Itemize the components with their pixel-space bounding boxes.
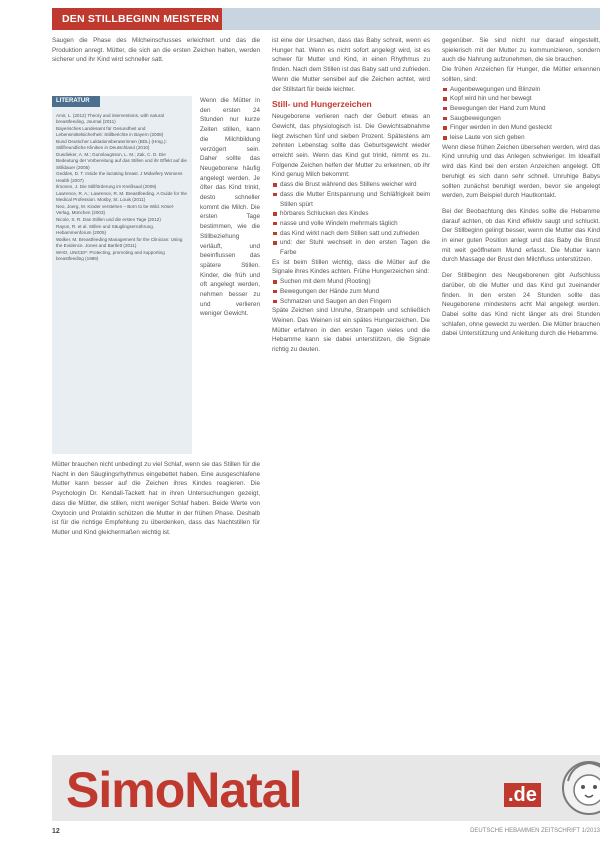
bullet-item: dass die Brust während des Stillens weicher wird: [272, 180, 430, 190]
column-2-narrow: [200, 96, 260, 456]
body-paragraph: Bei der Beobachtung des Kindes sollte die Hebamme darauf achten, ob das Kind effektiv saugt und schluckt. Der Stillbeginn gelingt besser, wenn die Mutter das Kind in einer guten Position anlegt und das Baby die Brust mit weit geöffnetem Mund erfasst. Die Mutter kann durch Massage der Brust den Milchfluss unterstützen.: [442, 207, 600, 264]
bullet-item: Augenbewegungen und Blinzeln: [442, 85, 600, 95]
bullet-item: Bewegungen der Hand zum Mund: [442, 104, 600, 114]
literature-item: Geddes, D. T. Inside the lactating breast. J Midwifery Womens Health (2007): [56, 171, 183, 183]
body-paragraph: Die frühen Anzeichen für Hunger, die Mütter erkennen sollten, sind:: [442, 66, 600, 83]
literature-item: Rayon, R. et al. Stillen und Säuglingsernährung. Hebammenforum (2005): [56, 223, 155, 235]
bullet-item: Kopf wird hin und her bewegt: [442, 94, 600, 104]
column-2-top: [52, 36, 260, 65]
literature-title: LITERATUR: [52, 96, 100, 107]
bullet-item: und: der Stuhl wechselt in den ersten Tagen die Farbe: [272, 238, 430, 257]
literature-item: Amir, L. (2012) Theory and interventions, with natural breastfeeding. Journal (2011): [56, 113, 164, 125]
bullet-item: Finger werden in den Mund gesteckt: [442, 123, 600, 133]
bullet-list: [442, 85, 600, 143]
section-title: DEN STILLBEGINN MEISTERN: [52, 8, 222, 30]
bullet-item: Bewegungen der Hände zum Mund: [272, 287, 430, 297]
body-paragraph: ist eine der Ursachen, dass das Baby schreit, wenn es Hunger hat. Wenn es nicht sofort angelegt wird, ist es schwer für Mutter und Kind, in einen Rhythmus zu finden. Nach dem Stillen ist das Baby satt und zufrieden. Wenn die Mutter sensibel auf die Zeichen achtet, wird der Stillstart für beide leichter.: [272, 37, 430, 93]
bullet-list: [272, 180, 430, 258]
ad-domain-text: .de: [504, 783, 541, 807]
ad-brand-text: SimoNatal: [66, 762, 302, 818]
body-paragraph: Der Stillbeginn des Neugeborenen gibt Aufschluss darüber, ob die Mutter und das Kind gut zueinander finden. In den ersten 24 Stunden sollte das Neugeborene mindestens acht Mal angelegt werden. Dabei sollte das Kind nicht länger als drei Stunden schlafen, ohne geweckt zu werden. Die Mütter brauchen dabei Unterstützung und Anleitung durch die Hebamme.: [442, 272, 600, 338]
bullet-list: [272, 277, 430, 306]
bullet-item: Suchen mit dem Mund (Rooting): [272, 277, 430, 287]
bullet-item: leise Laute von sich geben: [442, 133, 600, 143]
literature-item: Neo, Joerg, M. Kinder verstehen – Born to be Wild. Kösel-Verlag, München (2003): [56, 203, 175, 216]
bullet-item: das Kind wirkt nach dem Stillen satt und zufrieden: [272, 229, 430, 239]
literature-item: Nicole, S. R. Das Stillen und die ersten Tage (2012): [56, 216, 161, 222]
advertisement-banner[interactable]: [52, 755, 600, 821]
body-paragraph: Es ist beim Stillen wichtig, dass die Mütter auf die Signale ihres Kindes achten. Frühe Hungerzeichen sind:: [272, 258, 430, 276]
column-3: [272, 36, 430, 750]
lion-logo-icon: [560, 759, 600, 821]
bullet-item: nasse und volle Windeln mehrmals täglich: [272, 219, 430, 229]
literature-box: [52, 96, 192, 454]
column-4: [442, 36, 600, 750]
body-paragraph: Saugen die Phase des Milcheinschusses erleichtert und das die Produktion anregt. Mütter, die sich an die ersten Zeichen halten, werden sicherer und ihr Kind wird schneller satt.: [52, 37, 260, 64]
body-paragraph: Wenn die Mütter in den ersten 24 Stunden nur kurze Zeiten stillen, kann die Milchbildung verzögert sein. Daher sollte das Neugeborene häufig angelegt werden. Je öfter das Kind trinkt, desto schneller kommt die Milch. Die ersten Tage bestimmen, wie die Stillbeziehung verläuft, und beeinflussen das spätere Stillen. Kinder, die früh und oft angelegt werden, nehmen besser zu und verlieren weniger Gewicht.: [200, 97, 260, 318]
journal-name: DEUTSCHE HEBAMMEN ZEITSCHRIFT 1/2013: [470, 828, 600, 834]
literature-item: Bund Deutscher Laktationsberaterinnen (BDL) (Hrsg.): Stillfreundliche Kliniken in Deutschland (2010): [56, 138, 167, 151]
page-number: 12: [52, 828, 60, 835]
subheading: Still- und Hungerzeichen: [272, 99, 372, 110]
body-paragraph: Späte Zeichen sind Unruhe, Strampeln und schließlich Weinen. Das Weinen ist ein spätes Hungerzeichen. Die Mütter erfahren in den ersten Tagen vieles und die Hebamme kann sie dabei unterstützen, die Signale richtig zu deuten.: [272, 307, 430, 354]
column-2-bottom: [52, 460, 260, 750]
literature-list: [56, 113, 188, 262]
literature-item: WHO, UNICEF: Protecting, promoting and supporting breastfeeding (1989): [56, 249, 165, 261]
literature-item: Walker, M. Breastfeeding Management for the Clinician: Using the Evidence. Jones and Bartlett (2011): [56, 236, 183, 248]
header-bar: [52, 8, 600, 30]
literature-item: Ilmonen, J. Die Stillförderung im Kreißsaal (2009): [56, 184, 157, 190]
body-paragraph: gegenüber. Sie sind nicht nur darauf eingestellt, spielerisch mit der Mutter zu kommunizieren, sondern auch die Nahrung aufzunehmen, die sie brauchen.: [442, 37, 600, 64]
literature-item: Dusdieker, A. M.; Gunnlaugsson, L. M.; Zak, C. D. Die Bedeutung der Vorbereitung auf das Stillen und ihr Effekt auf die Stilldauer (2005): [56, 151, 187, 170]
body-paragraph: Mütter brauchen nicht unbedingt zu viel Schlaf, wenn sie das Stillen für die Nacht in den Säuglingsrhythmus eingebettet haben. Eine ausgeschlafene Mutter kann besser auf die Zeichen ihres Kindes reagieren. Die Psychologin Dr. Kendall-Tackett hat in ihren Untersuchungen gezeigt, dass die Mütter, die stillen, nicht weniger Schlaf haben. Beide Werte von Oxytocin und Prolaktin schützen die Mutter in der frühen Phase. Deshalb ist für die richtige Empfehlung zu überdenken, dass das Nachtstillen für Mutter und Kind gleichermaßen wichtig ist.: [52, 461, 260, 536]
bullet-item: Schmatzen und Saugen an den Fingern: [272, 297, 430, 307]
bullet-item: hörbares Schlucken des Kindes: [272, 209, 430, 219]
bullet-item: dass die Mutter Entspannung und Schläfrigkeit beim Stillen spürt: [272, 190, 430, 209]
literature-item: Bayerisches Landesamt für Gesundheit und Lebensmittelsicherheit: Stillberichte in Bayern (2008): [56, 125, 164, 138]
literature-item: Lawrence, R. A.; Lawrence, R. M. Breastfeeding. A Guide for the Medical Profession. Mosby, St. Louis (2011): [56, 190, 187, 203]
page-footer: [52, 828, 600, 838]
body-paragraph: Neugeborene verlieren nach der Geburt etwas an Gewicht, das physiologisch ist. Die Gewichtsabnahme liegt zwischen fünf und sieben Prozent. Spätestens am zehnten Lebenstag sollte das Geburtsgewicht wieder erreicht sein. Wenn das Kind gut trinkt, nimmt es zu. Folgende Zeichen helfen der Mutter zu erkennen, ob ihr Kind genug Milch bekommt:: [272, 113, 430, 179]
body-paragraph: Wenn diese frühen Zeichen übersehen werden, wird das Kind unruhig und das Anlegen schwieriger. Im Idealfall wird das Kind bei den ersten Anzeichen angelegt. Oft beruhigt es sich dann sehr schnell. Unruhige Babys sollten zunächst beruhigt werden, bevor sie angelegt werden, zum Beispiel durch Hautkontakt.: [442, 143, 600, 200]
bullet-item: Saugbewegungen: [442, 114, 600, 124]
